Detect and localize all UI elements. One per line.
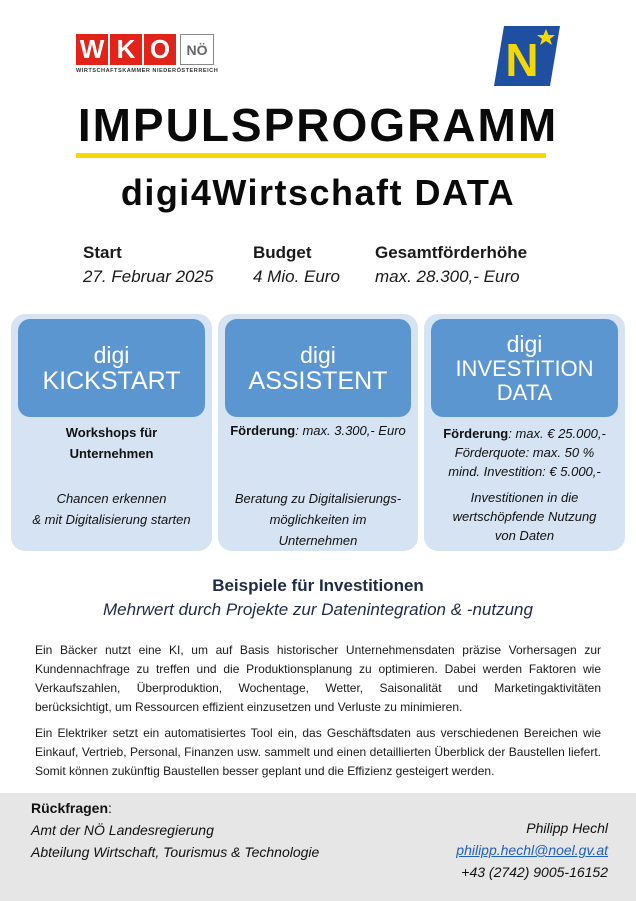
card-investition-min-invest: mind. Investition: € 5.000,- (448, 464, 601, 479)
contact-name: Philipp Hechl (526, 820, 608, 836)
total-funding-value: max. 28.300,- Euro (375, 267, 520, 286)
org-line1: Amt der NÖ Landesregierung (31, 822, 214, 838)
footer-organization (31, 797, 319, 863)
card-assistent-header (225, 319, 411, 417)
card-investition-desc-line2: wertschöpfende Nutzung (452, 509, 597, 524)
card-assistent-head-line1: digi (300, 341, 336, 368)
budget-value: 4 Mio. Euro (253, 267, 340, 286)
card-assistent-funding-label: Förderung (230, 423, 296, 438)
card-investition-head-line1: digi (506, 331, 543, 357)
page-title: IMPULSPROGRAMM (77, 99, 559, 151)
start-label: Start (83, 243, 122, 262)
card-kickstart-description (15, 488, 208, 530)
card-kickstart-head-line1: digi (93, 341, 130, 368)
budget-info (253, 243, 340, 287)
card-assistent-description (222, 488, 414, 551)
page-subtitle: digi4Wirtschaft DATA (120, 172, 516, 213)
contact-email-link[interactable]: philipp.hechl@noel.gv.at (456, 842, 608, 858)
inquiries-colon: : (108, 800, 112, 816)
card-investition-funding-value: : max. € 25.000,- (508, 426, 606, 441)
title-underline (76, 153, 546, 158)
svg-text:N: N (505, 34, 539, 86)
card-assistent-desc-line2: möglichkeiten im (269, 512, 367, 527)
contact-footer (0, 793, 636, 901)
card-assistent-funding (222, 420, 414, 441)
start-value: 27. Februar 2025 (83, 267, 214, 286)
card-investition-head-line2: INVESTITION (455, 356, 594, 381)
noe-logo (492, 24, 560, 88)
card-investition-desc-line1: Investitionen in die (470, 490, 579, 505)
examples-title: Beispiele für Investitionen (212, 576, 424, 595)
wko-logo-letter-k: K (110, 34, 142, 65)
card-kickstart (11, 314, 212, 551)
card-kickstart-desc-line2: & mit Digitalisierung starten (32, 512, 191, 527)
card-investition-description (428, 488, 621, 545)
card-assistent (218, 314, 418, 551)
wko-logo-letter-w: W (76, 34, 108, 65)
card-kickstart-highlight (15, 422, 208, 464)
contact-phone: +43 (2742) 9005-16152 (461, 864, 608, 880)
total-funding-label: Gesamtförderhöhe (375, 243, 528, 262)
card-investition-desc-line3: von Daten (494, 528, 555, 543)
example-paragraph-baker: Ein Bäcker nutzt eine KI, um auf Basis historischer Unternehmensdaten präzise Vorhersagen zur Kundennachfrage zu treffen und die Produktionsplanung zu optimieren. Dabei werden Faktoren wie Verkaufszahlen, Überproduktion, Wochentage, Wetter, Saisonalität und Marketingaktivitäten berücksichtigt, um Ressourcen effizient einzusetzen und Verluste zu minimieren. (35, 643, 601, 714)
card-investition-head-line3: DATA (496, 380, 553, 405)
card-investition-data (424, 314, 625, 551)
card-assistent-desc-line3: Unternehmen (278, 533, 358, 548)
card-assistent-funding-value: : max. 3.300,- Euro (295, 423, 406, 438)
card-investition-header (431, 319, 618, 417)
card-investition-quota: Förderquote: max. 50 % (454, 445, 595, 460)
examples-subtitle: Mehrwert durch Projekte zur Datenintegration & -nutzung (103, 600, 533, 619)
org-line2: Abteilung Wirtschaft, Tourismus & Technologie (31, 844, 320, 860)
wko-logo-letter-o: O (144, 34, 176, 65)
card-investition-funding (428, 424, 621, 481)
card-kickstart-head-line2: KICKSTART (42, 366, 181, 395)
card-assistent-desc-line1: Beratung zu Digitalisierungs- (234, 491, 402, 506)
wko-logo-caption: WIRTSCHAFTSKAMMER NIEDERÖSTERREICH (76, 68, 219, 74)
example-paragraph-electrician: Ein Elektriker setzt ein automatisiertes Tool ein, das Geschäftsdaten aus verschiedenen Bereichen wie Einkauf, Vertrieb, Personal, Finanzen usw. sammelt und einen detaillierten Überblick der Baustellen liefert. Somit können zukünftig Baustellen besser geplant und die Effizienz gesteigert werden. (35, 726, 601, 778)
footer-contact (456, 817, 608, 883)
card-kickstart-desc-line1: Chancen erkennen (56, 491, 167, 506)
total-funding-info (375, 243, 527, 287)
card-assistent-head-line2: ASSISTENT (248, 366, 388, 395)
wko-logo (76, 34, 218, 74)
card-kickstart-header (18, 319, 205, 417)
card-kickstart-bold-line2: Unternehmen (69, 446, 154, 461)
wko-logo-region: NÖ (180, 34, 214, 65)
card-investition-funding-label: Förderung (443, 426, 509, 441)
inquiries-label: Rückfragen (31, 800, 109, 816)
card-kickstart-bold-line1: Workshops für (65, 425, 158, 440)
budget-label: Budget (253, 243, 312, 262)
start-info (83, 243, 213, 287)
